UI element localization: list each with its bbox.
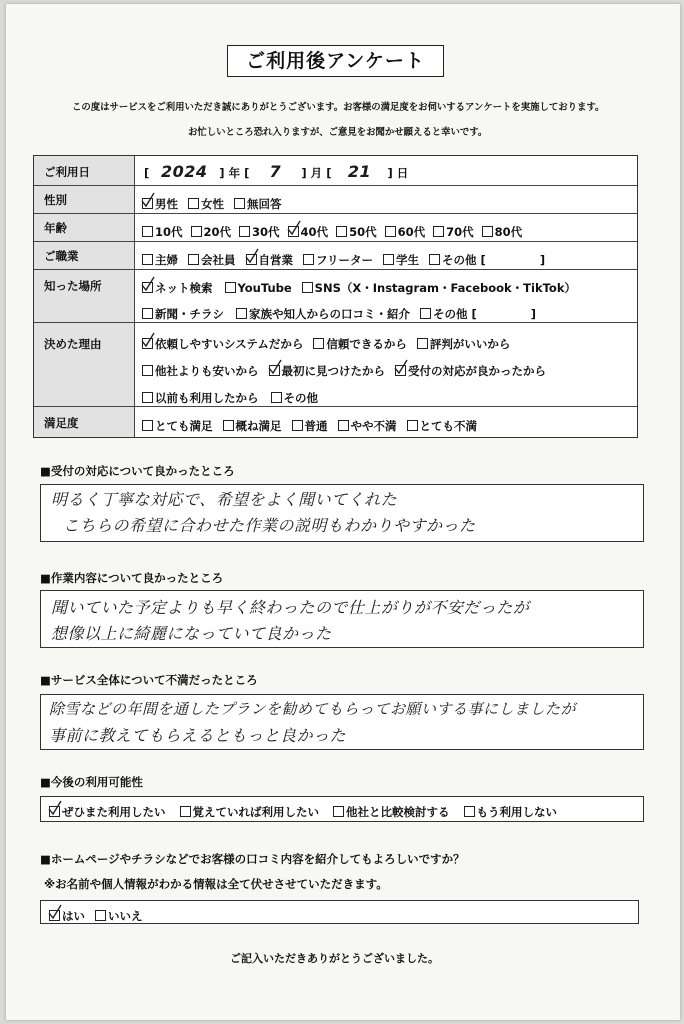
satisfaction-checkbox-4[interactable] <box>338 420 349 431</box>
future-option-1[interactable] <box>49 804 166 820</box>
permission-heading: ■ホームページやチラシなどでお客様の口コミ内容を紹介してもよろしいですか？ <box>40 852 465 866</box>
occupation-option-label: 会社員 <box>201 253 236 267</box>
reason-r1-option-label: 評判がいいから <box>429 337 511 351</box>
age-option-7[interactable] <box>433 224 474 240</box>
source-options-row-1 <box>142 277 586 296</box>
occupation-option-label: 主婦 <box>155 253 178 267</box>
gender-option-3[interactable] <box>234 196 282 212</box>
reason-r1-checkbox-3[interactable] <box>417 338 428 349</box>
age-option-3[interactable] <box>239 224 280 240</box>
satisfaction-option-1[interactable] <box>142 418 213 434</box>
gender-option-2[interactable] <box>188 196 224 212</box>
occupation-option-3[interactable] <box>246 252 294 268</box>
reason-r1-option-1[interactable] <box>142 336 303 352</box>
occupation-option-label: フリーター <box>316 253 374 267</box>
dissatisfaction-answer-line-1: 除雪などの年間を通したプランを勧めてもらってお願いする事にしましたが <box>49 700 577 718</box>
date-label: ご利用日 <box>44 165 90 179</box>
source-r2-checkbox-3[interactable] <box>420 308 431 319</box>
intro-line-2: お忙しいところ恐れ入りますが、ご意見をお聞かせ願えると幸いです。 <box>188 127 488 138</box>
intro-line-1: この度はサービスをご利用いただき誠にありがとうございます。お客様の満足度をお伺いするアンケートを実施しております。 <box>72 102 605 113</box>
permission-options <box>49 905 153 924</box>
occupation-option-label: その他 [ <box>442 253 486 267</box>
reason-options-row-1 <box>142 333 520 352</box>
year-open: [ <box>144 166 150 180</box>
source-label: 知った場所 <box>44 279 102 293</box>
age-checkbox-5[interactable] <box>336 226 347 237</box>
occupation-checkbox-3[interactable] <box>246 254 257 265</box>
gender-label: 性別 <box>44 193 67 207</box>
age-option-label: 20代 <box>203 225 232 239</box>
day-value: 21 <box>347 162 372 181</box>
reason-r2-option-1[interactable] <box>142 363 259 379</box>
reason-r1-checkbox-2[interactable] <box>313 338 324 349</box>
year-close: ] <box>219 166 225 180</box>
source-r1-option-3[interactable] <box>302 280 576 296</box>
permission-option-2[interactable] <box>95 908 143 924</box>
reason-r3-option-1[interactable] <box>142 390 259 406</box>
future-options-box <box>40 796 644 822</box>
month-open: [ <box>244 166 250 180</box>
future-checkbox-3[interactable] <box>333 806 344 817</box>
reason-label: 決めた理由 <box>44 337 102 351</box>
future-option-label: 他社と比較検討する <box>346 805 450 819</box>
gender-options <box>142 193 292 212</box>
survey-form-table <box>33 155 638 438</box>
dissatisfaction-answer-box[interactable] <box>40 694 644 750</box>
reason-r3-checkbox-2[interactable] <box>271 392 282 403</box>
gender-checkbox-1[interactable] <box>142 198 153 209</box>
occupation-option-label: 学生 <box>396 253 420 267</box>
month-value: 7 <box>269 162 282 181</box>
month-unit: 月 <box>310 166 323 180</box>
occupation-option-5[interactable] <box>383 252 419 268</box>
satisfaction-checkbox-2[interactable] <box>223 420 234 431</box>
reason-r2-option-3[interactable] <box>395 363 546 379</box>
occupation-label: ご職業 <box>44 249 79 263</box>
source-r2-option-2[interactable] <box>236 306 410 322</box>
occupation-option-2[interactable] <box>188 252 236 268</box>
age-checkbox-4[interactable] <box>288 226 299 237</box>
permission-checkbox-1[interactable] <box>49 910 60 921</box>
reason-r2-checkbox-1[interactable] <box>142 365 153 376</box>
occupation-checkbox-2[interactable] <box>188 254 199 265</box>
satisfaction-option-label: 普通 <box>304 419 328 433</box>
source-r2-checkbox-2[interactable] <box>236 308 247 319</box>
source-r1-checkbox-3[interactable] <box>302 282 313 293</box>
age-checkbox-1[interactable] <box>142 226 153 237</box>
occupation-checkbox-4[interactable] <box>303 254 314 265</box>
reason-r2-option-label: 最初に見つけたから <box>281 364 385 378</box>
reason-r1-option-2[interactable] <box>313 336 407 352</box>
reason-r2-option-label: 他社よりも安いから <box>155 364 259 378</box>
day-unit: 日 <box>396 166 409 180</box>
age-option-label: 40代 <box>300 225 329 239</box>
reason-r3-option-label: 以前も利用したから <box>155 391 259 405</box>
permission-options-box <box>40 900 639 924</box>
dissatisfaction-answer-line-2: 事前に教えてもらえるともっと良かった <box>49 726 347 745</box>
satisfaction-label: 満足度 <box>44 416 79 430</box>
gender-checkbox-3[interactable] <box>234 198 245 209</box>
year-value: 2024 <box>161 162 208 181</box>
occupation-option-label: 自営業 <box>258 253 293 267</box>
reason-r2-checkbox-2[interactable] <box>269 365 280 376</box>
age-checkbox-7[interactable] <box>433 226 444 237</box>
satisfaction-option-5[interactable] <box>407 418 478 434</box>
satisfaction-checkbox-1[interactable] <box>142 420 153 431</box>
source-r2-option-label: 家族や知人からの口コミ・紹介 <box>249 307 410 321</box>
age-option-label: 60代 <box>397 225 426 239</box>
age-option-5[interactable] <box>336 224 377 240</box>
work-answer-line-1: 聞いていた予定よりも早く終わったので仕上がりが不安だったが <box>51 598 530 617</box>
reason-r3-option-2[interactable] <box>271 390 319 406</box>
satisfaction-option-label: 概ね満足 <box>235 419 282 433</box>
reason-r1-option-label: 依頼しやすいシステムだから <box>155 337 304 351</box>
work-answer-line-2: 想像以上に綺麗になっていて良かった <box>51 624 332 643</box>
occupation-option-1[interactable] <box>142 252 178 268</box>
age-option-2[interactable] <box>191 224 232 240</box>
gender-checkbox-2[interactable] <box>188 198 199 209</box>
future-option-2[interactable] <box>180 804 320 820</box>
reason-r1-option-3[interactable] <box>417 336 511 352</box>
age-checkbox-3[interactable] <box>239 226 250 237</box>
source-r1-checkbox-2[interactable] <box>225 282 236 293</box>
future-option-3[interactable] <box>333 804 450 820</box>
future-heading: ■今後の利用可能性 <box>40 775 143 789</box>
source-r2-option-1[interactable] <box>142 306 224 322</box>
source-r2-option-3[interactable] <box>420 306 477 322</box>
satisfaction-option-4[interactable] <box>338 418 397 434</box>
dissatisfaction-heading: ■サービス全体について不満だったところ <box>40 673 258 687</box>
age-option-label: 30代 <box>252 225 280 239</box>
gender-option-label: 女性 <box>201 197 224 211</box>
future-checkbox-1[interactable] <box>49 806 60 817</box>
occupation-options <box>142 249 545 268</box>
permission-note: ※お名前や個人情報がわかる情報は全て伏せさせていただきます。 <box>44 877 388 891</box>
occupation-option-6[interactable] <box>429 252 486 268</box>
age-option-label: 50代 <box>349 225 377 239</box>
reason-r1-checkbox-1[interactable] <box>142 338 153 349</box>
reason-r2-checkbox-3[interactable] <box>395 365 406 376</box>
future-checkbox-4[interactable] <box>464 806 475 817</box>
reception-answer-line-2: こちらの希望に合わせた作業の説明もわかりやすかった <box>63 516 476 535</box>
gender-option-1[interactable] <box>142 196 178 212</box>
reception-answer-box[interactable] <box>40 484 644 542</box>
reception-heading: ■受付の対応について良かったところ <box>40 464 235 478</box>
future-options <box>49 801 567 820</box>
occupation-checkbox-5[interactable] <box>383 254 394 265</box>
reason-r3-checkbox-1[interactable] <box>142 392 153 403</box>
month-close: ] <box>301 166 307 180</box>
age-option-6[interactable] <box>385 224 426 240</box>
reason-options-row-3 <box>142 387 328 406</box>
age-option-label: 80代 <box>494 225 523 239</box>
source-r2-option-label: 新聞・チラシ <box>155 307 224 321</box>
age-checkbox-2[interactable] <box>191 226 202 237</box>
satisfaction-option-label: やや不満 <box>350 419 397 433</box>
age-option-1[interactable] <box>142 224 183 240</box>
reason-r1-option-label: 信頼できるから <box>326 337 407 351</box>
day-open: [ <box>326 166 332 180</box>
age-option-4[interactable] <box>288 224 329 240</box>
age-checkbox-8[interactable] <box>482 226 493 237</box>
reason-r3-option-label: その他 <box>283 391 318 405</box>
future-option-label: 覚えていれば利用したい <box>192 805 319 819</box>
source-r1-option-label: SNS（X・Instagram・Facebook・TikTok） <box>314 281 576 295</box>
source-r2-checkbox-1[interactable] <box>142 308 153 319</box>
gender-option-label: 男性 <box>155 197 178 211</box>
satisfaction-option-2[interactable] <box>223 418 282 434</box>
work-heading: ■作業内容について良かったところ <box>40 571 224 585</box>
source-r2-bracket-close: ] <box>530 307 537 321</box>
occupation-bracket-close: ] <box>539 253 546 267</box>
source-r1-option-label: ネット検索 <box>155 281 213 295</box>
source-r1-option-1[interactable] <box>142 280 213 296</box>
permission-option-label: いいえ <box>108 909 143 923</box>
satisfaction-option-label: とても不満 <box>419 419 477 433</box>
day-close: ] <box>387 166 393 180</box>
permission-checkbox-2[interactable] <box>95 910 106 921</box>
permission-option-label: はい <box>62 909 85 923</box>
satisfaction-options <box>142 415 487 434</box>
work-answer-box[interactable] <box>40 590 644 648</box>
occupation-checkbox-6[interactable] <box>429 254 440 265</box>
future-option-label: ぜひまた利用したい <box>62 805 166 819</box>
satisfaction-checkbox-3[interactable] <box>292 420 303 431</box>
reason-options-row-2 <box>142 360 556 379</box>
reason-r2-option-label: 受付の対応が良かったから <box>408 364 546 378</box>
age-options <box>142 221 530 240</box>
year-unit: 年 <box>228 166 241 180</box>
reason-r2-option-2[interactable] <box>269 363 386 379</box>
permission-option-1[interactable] <box>49 908 85 924</box>
age-option-label: 70代 <box>446 225 474 239</box>
source-r1-checkbox-1[interactable] <box>142 282 153 293</box>
satisfaction-option-3[interactable] <box>292 418 328 434</box>
footer-thanks: ご記入いただきありがとうございました。 <box>230 952 439 965</box>
future-checkbox-2[interactable] <box>180 806 191 817</box>
age-label: 年齢 <box>44 221 67 235</box>
source-options-row-2 <box>142 303 536 322</box>
page-title: ご利用後アンケート <box>227 45 444 77</box>
satisfaction-option-label: とても満足 <box>155 419 213 433</box>
date-field[interactable] <box>144 162 408 181</box>
reception-answer-line-1: 明るく丁寧な対応で、希望をよく聞いてくれた <box>51 490 398 509</box>
satisfaction-checkbox-5[interactable] <box>407 420 418 431</box>
age-option-8[interactable] <box>482 224 523 240</box>
age-option-label: 10代 <box>155 225 183 239</box>
source-r1-option-2[interactable] <box>225 281 292 295</box>
future-option-4[interactable] <box>464 804 558 820</box>
future-option-label: もう利用しない <box>476 805 557 819</box>
age-checkbox-6[interactable] <box>385 226 396 237</box>
occupation-checkbox-1[interactable] <box>142 254 153 265</box>
source-r1-option-label: YouTube <box>237 281 292 295</box>
source-r2-option-label: その他 [ <box>433 307 477 321</box>
gender-option-label: 無回答 <box>247 197 282 211</box>
occupation-option-4[interactable] <box>303 252 373 268</box>
